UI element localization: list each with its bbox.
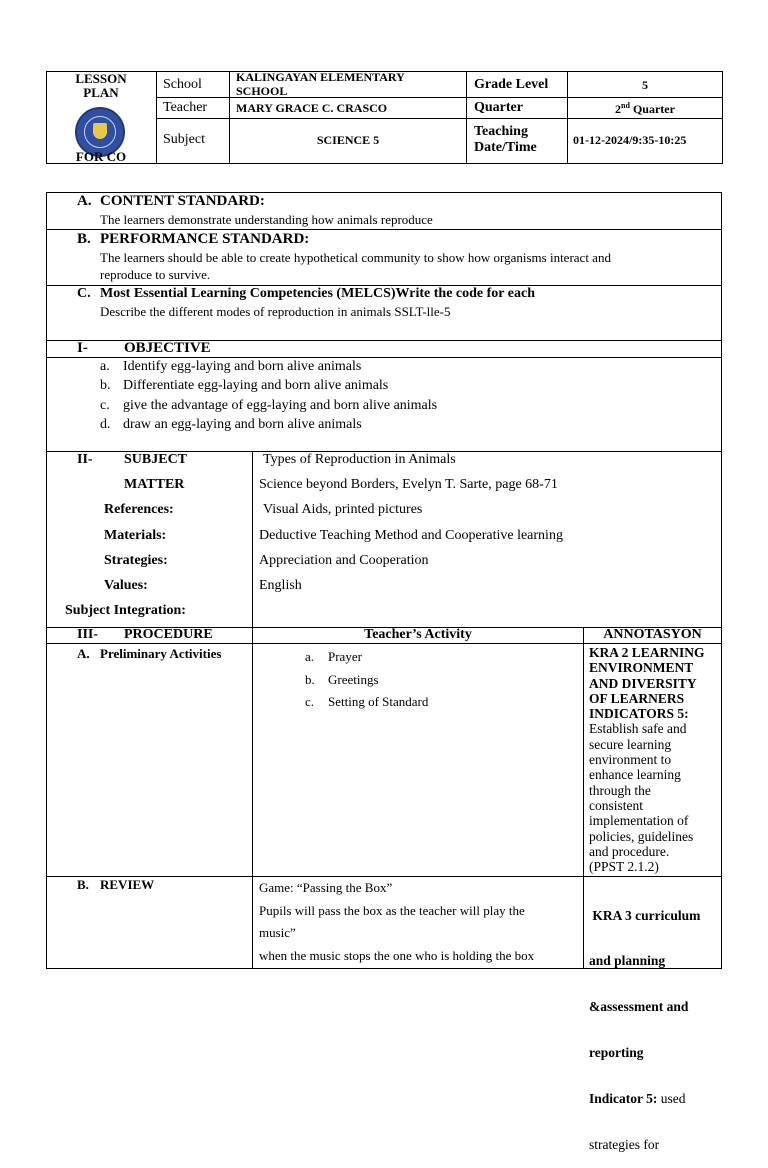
school-label: School [163,77,202,92]
teaching-datetime-label [474,124,537,155]
review-annotation: KRA 3 curriculum and planning &assessment and reporting Indicator 5: used strategies for [589,907,701,1153]
content-standard-title: CONTENT STANDARD: [100,193,265,209]
strategies-label: Strategies: [104,553,168,568]
objective-item: c. give the advantage of egg-laying and born alive animals [100,397,438,413]
procedure-numeral: III- [77,627,99,642]
values-value: Appreciation and Cooperation [259,553,429,568]
melcs-letter: C. [77,286,91,301]
values-label: Values: [104,578,148,593]
subject-integration-label: Subject Integration: [65,603,186,618]
preliminary-item: c. Setting of Standard [305,694,429,709]
school-value-line1: KALINGAYAN ELEMENTARY [236,70,405,84]
objective-item: d. draw an egg-laying and born alive animals [100,416,362,432]
subject-label: Subject [163,132,205,147]
lesson-plan-line2: PLAN [83,85,119,100]
quarter-value [568,101,722,117]
references-value: Science beyond Borders, Evelyn T. Sarte, page 68-71 [259,477,558,492]
review-activity-text: Game: “Passing the Box” Pupils will pass the box as the teacher will play the music” when the music stops the one who is holding the box [259,880,535,963]
objective-list [100,357,437,434]
teaching-label-line2: Date/Time [474,139,537,155]
quarter-number: 2 [615,102,622,116]
objective-item: a. Identify egg-laying and born alive animals [100,359,362,374]
quarter-ordinal-suffix: nd [621,101,630,110]
preliminary-annotation: KRA 2 LEARNING ENVIRONMENT AND DIVERSITY OF LEARNERS INDICATORS 5: Establish safe and secure learning environment to enhance learning through the consistent implementation of policies, guidelines and procedure. (PPST 2.1.2) [589,645,705,875]
teacher-label: Teacher [163,100,208,115]
preliminary-label: Preliminary Activities [100,646,222,661]
objective-numeral: I- [77,340,88,356]
grade-level-label: Grade Level [474,77,549,92]
teaching-datetime-value: 01-12-2024/9:35-10:25 [573,133,687,147]
preliminary-letter: A. [77,646,90,661]
annotation-header: ANNOTASYON [603,627,702,642]
school-value [236,71,405,98]
performance-line1: The learners should be able to create hypothetical community to show how organisms interact and [100,250,611,265]
school-value-line2: SCHOOL [236,83,288,98]
content-standard-text: The learners demonstrate understanding how animals reproduce [100,212,433,227]
review-letter: B. [77,877,89,892]
strategies-value: Deductive Teaching Method and Cooperative learning [259,528,563,543]
review-label: REVIEW [100,877,155,892]
performance-standard-title: PERFORMANCE STANDARD: [100,231,310,247]
performance-line2: reproduce to survive. [100,267,211,282]
lesson-plan-label [47,72,155,100]
content-standard-letter: A. [77,193,92,209]
lesson-plan-line1: LESSON [75,71,127,86]
subject-value: SCIENCE 5 [316,133,380,147]
subject-matter-title-line1: SUBJECT [124,452,188,467]
teaching-label-line1: Teaching [474,124,528,139]
subject-integration-value: English [259,578,302,593]
preliminary-item: a. Prayer [305,649,362,664]
quarter-word: Quarter [629,102,675,116]
subject-matter-title-line2: MATTER [124,477,185,492]
procedure-title: PROCEDURE [124,627,213,642]
teacher-activity-header: Teacher’s Activity [364,627,472,642]
objective-item: b. Differentiate egg-laying and born alive animals [100,378,389,394]
materials-value: Visual Aids, printed pictures [263,502,423,517]
preliminary-list [305,646,428,714]
performance-standard-text [100,249,611,283]
quarter-label: Quarter [474,100,523,115]
subject-matter-topic: Types of Reproduction in Animals [263,452,456,467]
melcs-text: Describe the different modes of reproduction in animals SSLT-lle-5 [100,304,451,319]
objective-title: OBJECTIVE [124,340,211,356]
subject-matter-numeral: II- [77,452,93,467]
for-co-label: FOR CO [75,149,127,164]
materials-label: Materials: [104,528,167,543]
preliminary-item: b. Greetings [305,671,379,687]
references-label: References: [104,502,174,517]
grade-level-value: 5 [642,78,648,92]
performance-standard-letter: B. [77,231,91,247]
melcs-title: Most Essential Learning Competencies (MELCS)Write the code for each [100,286,535,301]
teacher-value: MARY GRACE C. CRASCO [236,101,388,115]
